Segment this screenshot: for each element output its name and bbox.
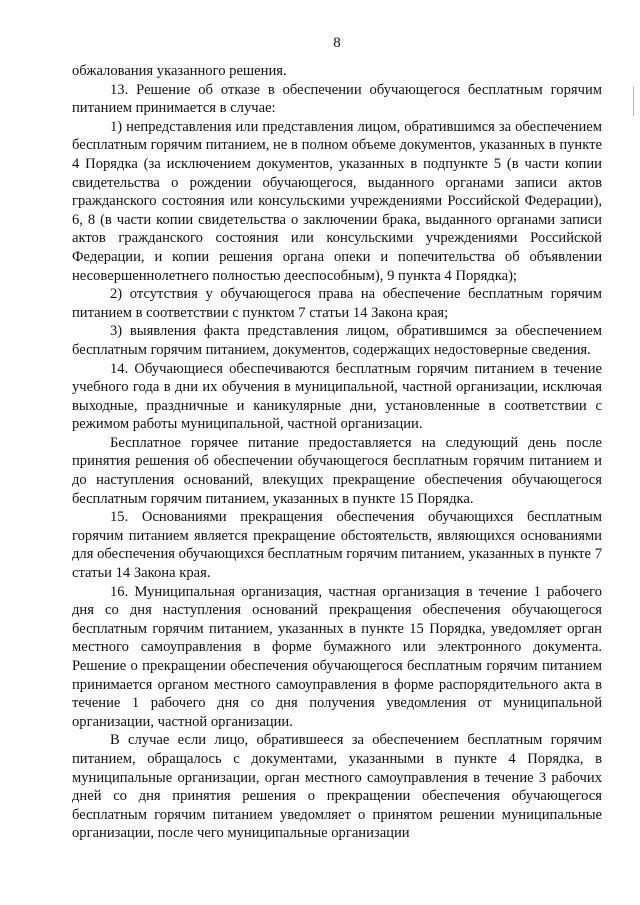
paragraph: 2) отсутствия у обучающегося права на обеспечение бесплатным горячим питанием в соответствии с пунктом 7 статьи 14 Закона края;	[72, 286, 602, 321]
paragraph: 14. Обучающиеся обеспечиваются бесплатным горячим питанием в течение учебного года в дни их обучения в муниципальной, частной организации, исключая выходные, праздничные и каникулярные дни, установленные в соответствии с режимом работы муниципальной, частной организации.	[72, 360, 602, 433]
paragraph: 1) непредставления или представления лицом, обратившимся за обеспечением бесплатным горячим питанием, не в полном объеме документов, указанных в пункте 4 Порядка (за исключением документов, указанных в подпункте 5 (в части копии свидетельства о рождении обучающегося, выданного органами записи актов гражданского состояния или консульскими учреждениями Российской Федерации), 6, 8 (в части копии свидетельства о заключении брака, выданного органами записи актов гражданского состояния или консульскими учреждениями Российской Федерации, и копии решения органа опеки и попечительства об объявлении несовершеннолетнего полностью дееспособным), 9 пункта 4 Порядка);	[72, 118, 602, 284]
document-body	[72, 62, 602, 843]
margin-mark	[633, 86, 634, 116]
paragraph: 16. Муниципальная организация, частная организация в течение 1 рабочего дня со дня наступления оснований прекращения обеспечения обучающегося бесплатным горячим питанием, указанных в пункте 15 Порядка, уведомляет орган местного самоуправления в форме бумажного или электронного документа. Решение о прекращении обеспечения обучающегося бесплатным горячим питанием принимается органом местного самоуправления в форме распорядительного акта в течение 1 рабочего дня со дня получения уведомления от муниципальной организации, частной организации.	[72, 583, 602, 730]
paragraph: 15. Основаниями прекращения обеспечения обучающихся бесплатным горячим питанием является прекращение обстоятельств, являющихся основаниями для обеспечения обучающихся бесплатным горячим питанием, указанных в пункте 7 статьи 14 Закона края.	[72, 509, 602, 582]
paragraph: В случае если лицо, обратившееся за обеспечением бесплатным горячим питанием, обращалось с документами, указанными в пункте 4 Порядка, в муниципальные организации, орган местного самоуправления в течение 3 рабочих дней со дня принятия решения о прекращении обеспечения обучающегося бесплатным горячим питанием уведомляет о принятом решении муниципальные организации, после чего муниципальные организации	[72, 732, 602, 842]
paragraph: обжалования указанного решения.	[72, 63, 287, 79]
paragraph: Бесплатное горячее питание предоставляется на следующий день после принятия решения об обеспечении обучающегося бесплатным горячим питанием и до наступления оснований, влекущих прекращение обеспечения обучающегося бесплатным горячим питанием, указанных в пункте 15 Порядка.	[72, 434, 602, 507]
paragraph: 13. Решение об отказе в обеспечении обучающегося бесплатным горячим питанием принимается в случае:	[72, 81, 602, 117]
paragraph: 3) выявления факта представления лицом, обратившимся за обеспечением бесплатным горячим питанием, документов, содержащих недостоверные сведения.	[72, 323, 602, 358]
page-number: 8	[333, 35, 341, 51]
